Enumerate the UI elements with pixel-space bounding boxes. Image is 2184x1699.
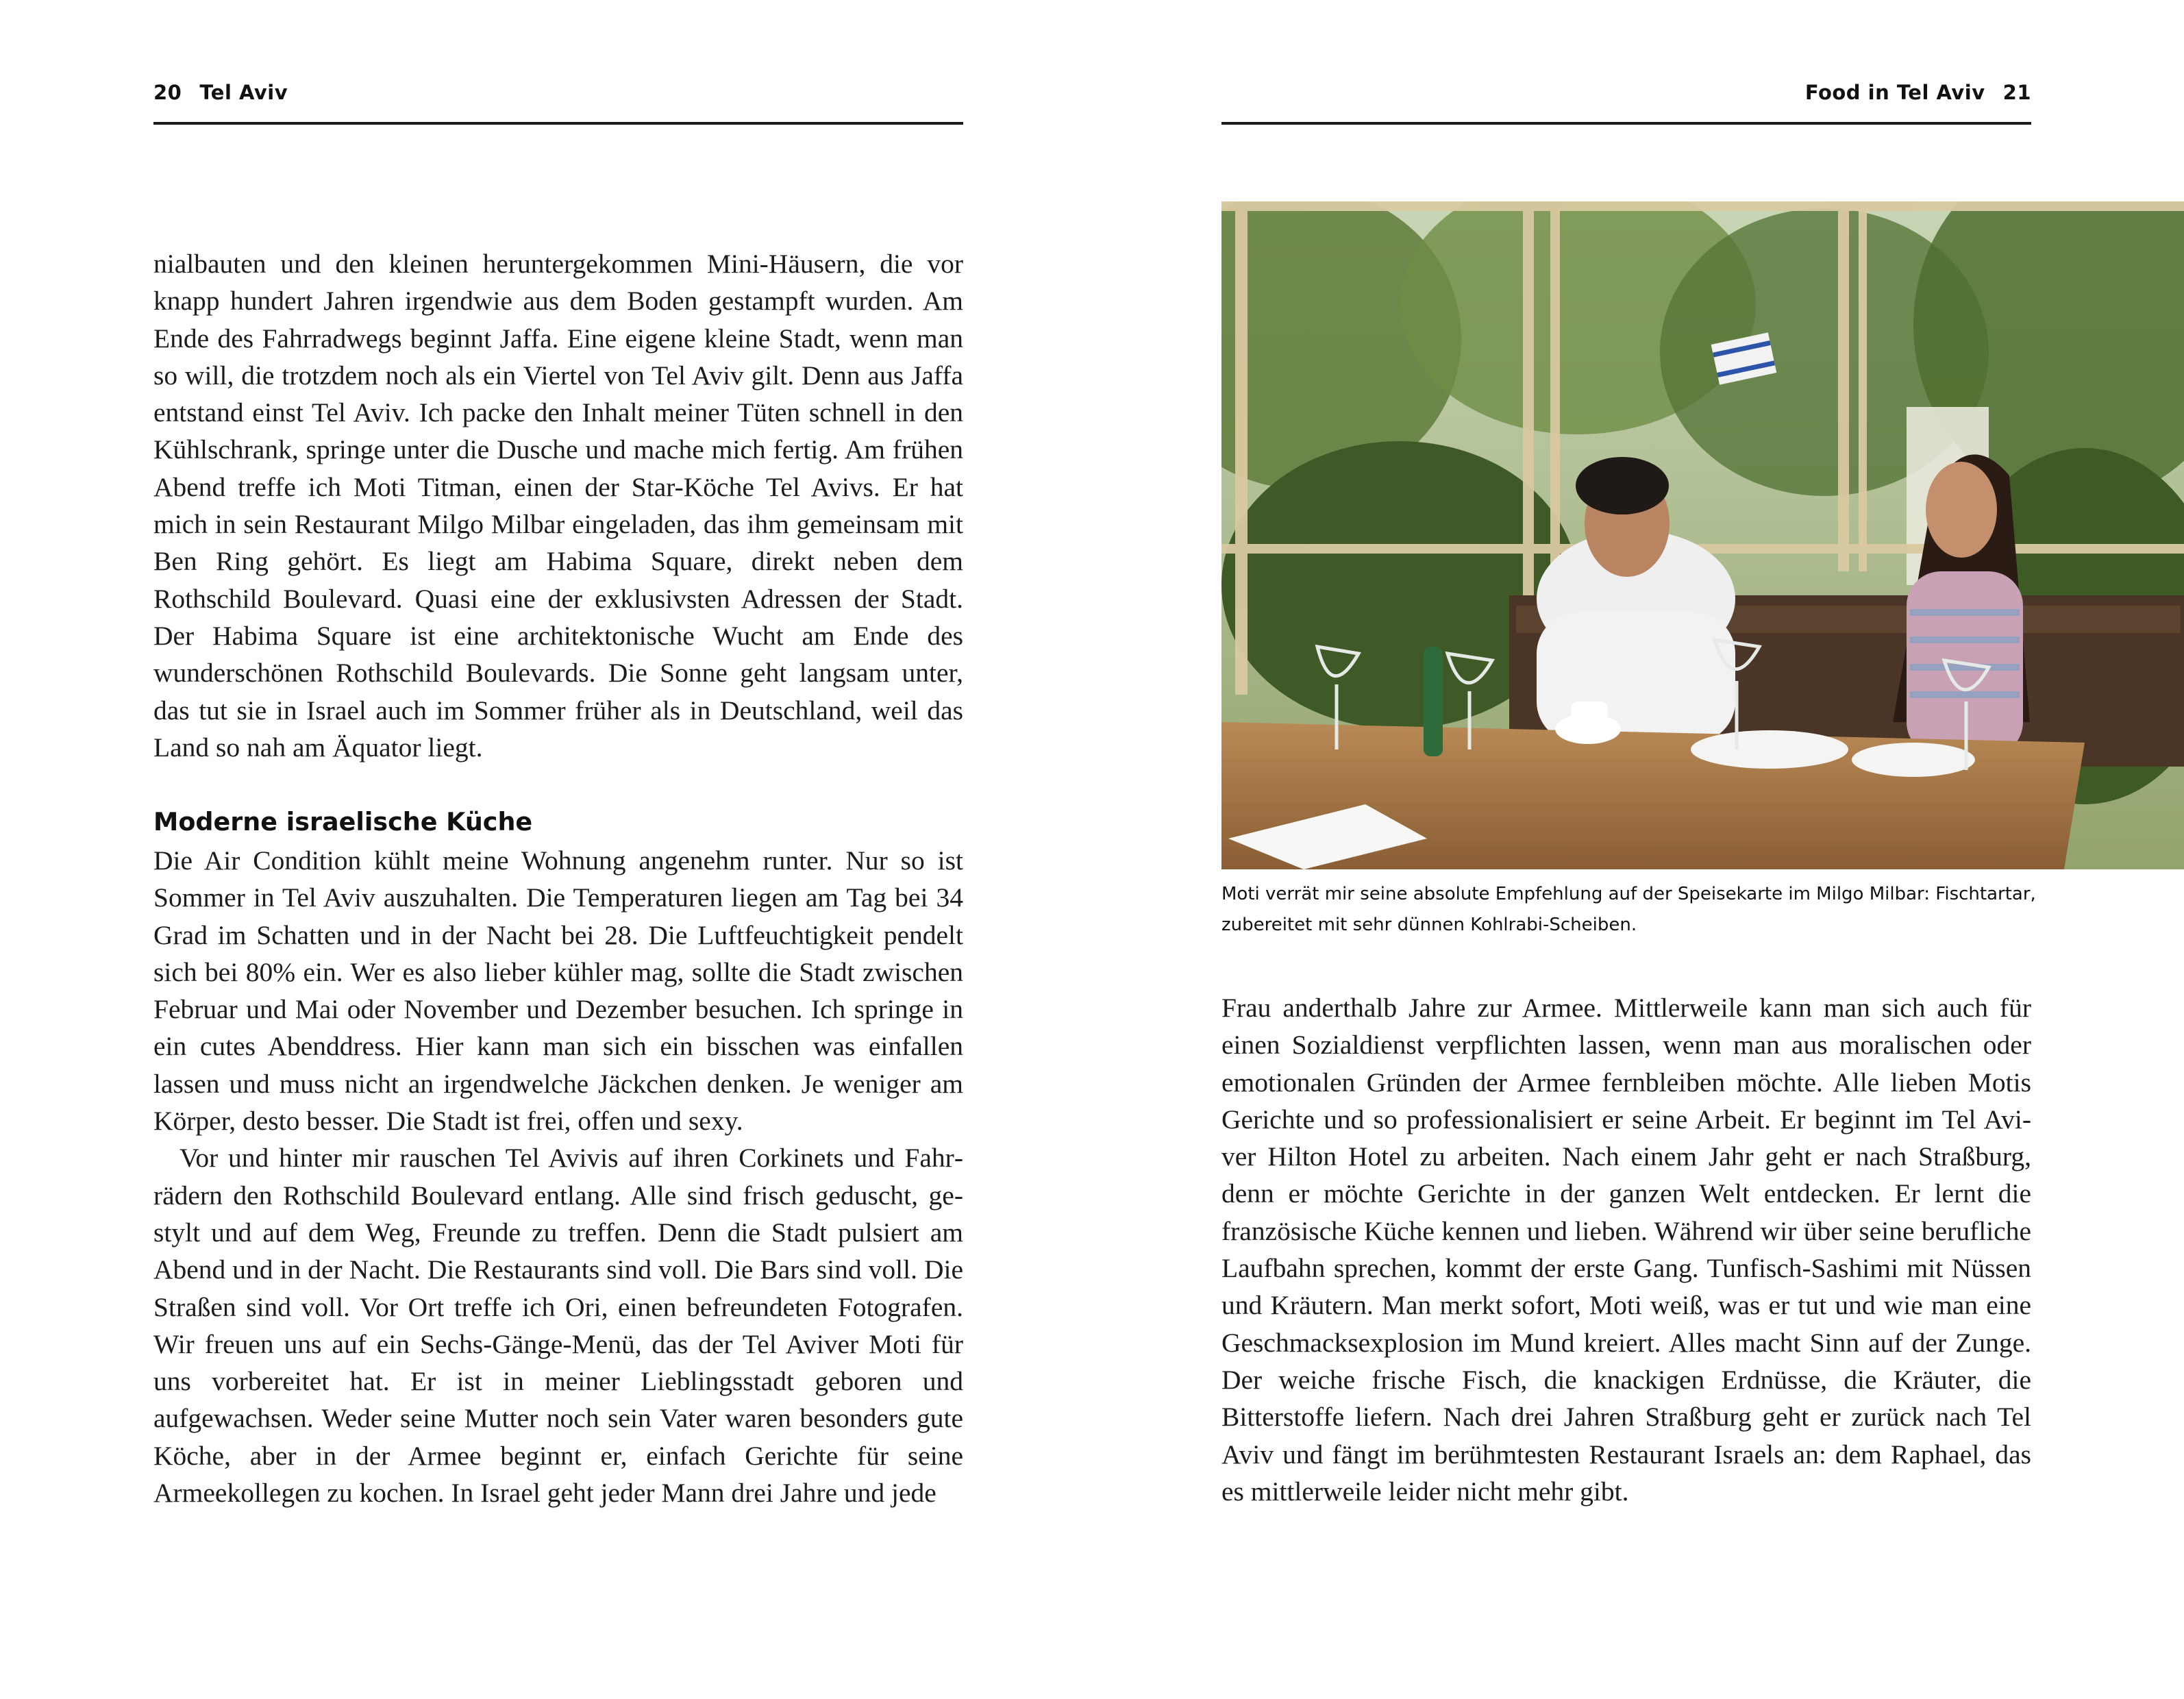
body-column xyxy=(153,245,963,766)
page-number: 20 xyxy=(153,81,182,104)
right-page xyxy=(1092,0,2184,1699)
page-number: 21 xyxy=(2002,81,2031,104)
paragraph: Die Air Condition kühlt meine Wohnung angenehm runter. Nur so ist Sommer in Tel Aviv auszuhalten. Die Temperaturen liegen am Tag bei 34 Grad im Schatten und in der Nacht bei 28. Die Luftfeuchtigkeit pendelt sich bei 80% ein. Wer es also lieber kühler mag, sollte die Stadt zwischen Februar und Mai oder November und Dezember besuchen. Ich springe in ein cutes Abenddress. Hier kann man sich ein bisschen was einfallen lassen und muss nicht an irgendwelche Jäckchen denken. Je weniger am Körper, desto besser. Die Stadt ist frei, offen und sexy. xyxy=(153,845,963,1137)
body-column xyxy=(153,842,963,1511)
running-header xyxy=(153,81,963,125)
paragraph: Frau anderthalb Jahre zur Armee. Mittlerweile kann man sich auch für einen Sozialdienst verpflichten lassen, wenn man aus moralischen oder emotionalen Gründen der Armee fernbleiben möchte. Alle lieben Motis Gerichte und so professionalisiert er seine Arbeit. Er beginnt im Tel Aviver Hilton Hotel zu arbeiten. Nach einem Jahr geht er nach Straßburg, denn er möchte Gerichte in der ganzen Welt entdecken. Er lernt die französische Küche kennen und lieben. Während wir über seine berufliche Laufbahn sprechen, kommt der erste Gang. Tunfisch-Sashimi mit Nüssen und Kräutern. Man merkt sofort, Moti weiß, was er tut und wie man eine Geschmacksexplosion im Mund kreiert. Alles macht Sinn auf der Zunge. Der weiche frische Fisch, die knackigen Erdnüsse, die Kräuter, die Bitterstoffe liefern. Nach drei Jahren Straßburg geht er zurück nach Tel Aviv und fängt im berühmtesten Restaurant Israels an: dem Raphael, das es mittlerweile leider nicht mehr gibt. xyxy=(1221,993,2031,1506)
running-title: Food in Tel Aviv xyxy=(1804,81,1985,104)
paragraph: nialbauten und den kleinen heruntergekommen Mini-Häusern, die vor knapp hundert Jahren irgendwie aus dem Boden gestampft wurden. Am Ende des Fahrradwegs beginnt Jaffa. Eine eigene kleine Stadt, wenn man so will, die trotzdem noch als ein Viertel von Tel Aviv gilt. Denn aus Jaffa entstand einst Tel Aviv. Ich packe den Inhalt meiner Tüten schnell in den Kühlschrank, springe unter die Dusche und mache mich fertig. Am frühen Abend treffe ich Moti Titman, einen der Star-Köche Tel Avivs. Er hat mich in sein Restaurant Milgo Milbar eingeladen, das ihm gemeinsam mit Ben Ring gehört. Es liegt am Habima Square, direkt neben dem Rothschild Boulevard. Quasi eine der exklusivsten Adressen der Stadt. Der Habima Square ist eine architektonische Wucht am Ende des wunderschönen Rothschild Boulevards. Die Sonne geht langsam unter, das tut sie in Israel auch im Sommer früher als in Deutschland, weil das Land so nah am Äquator liegt. xyxy=(153,249,963,762)
photo-caption: Moti verrät mir seine absolute Empfehlung auf der Speisekarte im Milgo Milbar: Fischtartar, zubereitet mit sehr dünnen Kohlrabi-Scheiben. xyxy=(1221,884,2036,935)
body-column xyxy=(1221,989,2031,1510)
section-heading: Moderne israelische Küche xyxy=(153,807,533,836)
paragraph: Vor und hinter mir rauschen Tel Avivis auf ihren Corkinets und Fahrrädern den Rothschild Boulevard entlang. Alle sind frisch geduscht, gestylt und auf dem Weg, Freunde zu treffen. Denn die Stadt pulsiert am Abend und in der Nacht. Die Restaurants sind voll. Die Bars sind voll. Die Straßen sind voll. Vor Ort treffe ich Ori, einen befreundeten Fotografen. Wir freuen uns auf ein Sechs-Gänge-Menü, das der Tel Aviver Moti für uns vorbereitet hat. Er ist in meiner Lieblingsstadt geboren und aufgewachsen. Weder seine Mutter noch sein Vater waren besonders gute Köche, aber in der Armee beginnt er, einfach Gerichte für seine Armeekollegen zu kochen. In Israel geht jeder Mann drei Jahre und jede xyxy=(153,1143,963,1509)
running-header xyxy=(1221,81,2031,125)
running-title: Tel Aviv xyxy=(199,81,288,104)
restaurant-photo xyxy=(1221,201,2184,869)
